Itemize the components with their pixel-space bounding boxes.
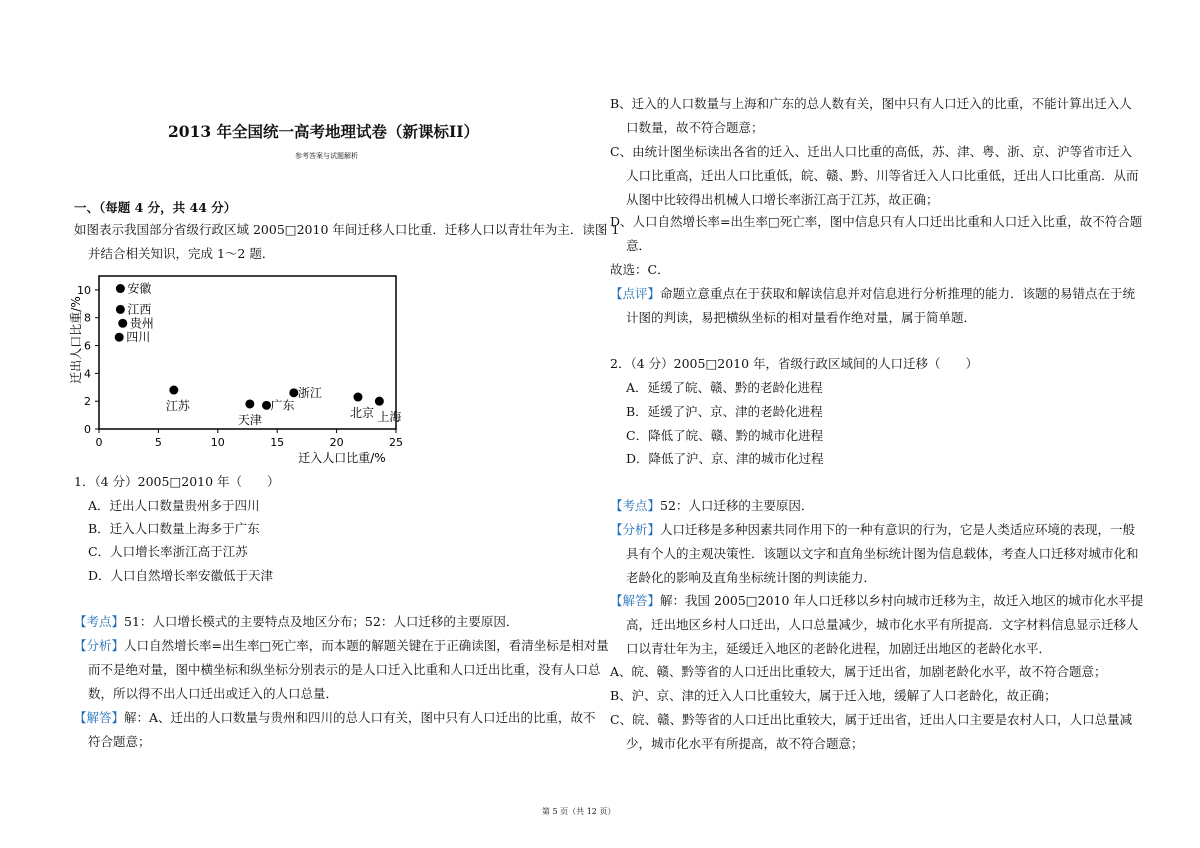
q1-option-b: B．迁入人口数量上海多于广东 [88,521,260,536]
q1-option-d: D．人口自然增长率安徽低于天津 [88,568,274,583]
kaodian-text: 52：人口迁移的主要原因． [660,498,814,513]
point-label: 浙江 [297,385,322,400]
point-label: 天津 [237,412,262,427]
page-title: 2013 年全国统一高考地理试卷（新课标II） [168,122,480,141]
r-c-3: 从图中比较得出机械人口增长率浙江高于江苏，故正确； [626,192,939,207]
y-axis-label: 迁出人口比重/% [69,296,83,384]
data-point [116,305,125,314]
point-label: 安徽 [127,281,152,296]
page-number: 第 5 页（共 12 页） [542,807,616,816]
point-label: 江苏 [165,399,190,414]
fenxi-text: 人口迁移是多种因素共同作用下的一种有意识的行为，它是人类适应环境的表现，一般 [660,522,1136,537]
r-answer: 故选：C． [610,262,670,277]
data-point [375,397,384,406]
point-label: 广东 [270,398,295,413]
q2-fenxi-3: 老龄化的影响及直角坐标统计图的判读能力． [626,570,877,585]
kaodian-tag: 【考点】 [610,498,661,513]
page-subtitle: 参考答案与试题解析 [295,152,358,160]
point-label: 北京 [349,406,374,421]
x-tick-label: 5 [154,436,162,449]
r-dianping-2: 计图的判读，易把横纵坐标的相对量看作绝对量，属于简单题． [626,310,977,325]
migration-scatter-chart [60,268,410,468]
q1-fenxi-3: 数，所以得不出人口迁出或迁入的人口总量． [88,686,339,701]
point-label: 四川 [126,330,151,345]
jieda-tag: 【解答】 [610,593,661,608]
y-tick-label: 6 [84,339,91,353]
section-heading: 一、（每题 4 分，共 44 分） [74,200,237,215]
r-dianping [610,286,1135,302]
x-tick-label: 25 [389,436,403,449]
x-tick-label: 15 [270,436,285,449]
q2-ans-c-2: 少，城市化水平有所提高，故不符合题意； [626,736,864,751]
q1-option-c: C．人口增长率浙江高于江苏 [88,544,248,559]
q2-option-b: B．延缓了沪、京、津的老龄化进程 [626,404,823,419]
r-d-1: D、人口自然增长率=出生率□死亡率，图中信息只有人口迁出比重和人口迁入比重，故不符合题 [610,214,1143,229]
fenxi-tag: 【分析】 [610,522,661,537]
q2-kaodian [610,498,813,514]
q1-fenxi [74,638,609,654]
data-point [116,284,125,293]
x-axis-label: 迁入人口比重/% [298,451,386,465]
dianping-tag: 【点评】 [610,286,661,301]
q2-ans-a: A、皖、赣、黔等省的人口迁出比重较大，属于迁出省，加剧老龄化水平，故不符合题意； [610,664,1107,679]
data-point [245,399,254,408]
jieda-text: 解：A、迁出的人口数量与贵州和四川的总人口有关，图中只有人口迁出的比重，故不 [124,710,596,725]
q1-stem: 1．（4 分）2005□2010 年（ ） [74,474,280,489]
r-c-1: C、由统计图坐标读出各省的迁入、迁出人口比重的高低，苏、津、粤、浙、京、沪等省市迁入 [610,144,1133,159]
point-label: 江西 [127,302,152,317]
q2-ans-b: B、沪、京、津的迁入人口比重较大，属于迁入地，缓解了人口老龄化，故正确； [610,688,1057,703]
q1-fenxi-2: 而不是绝对量，图中横坐标和纵坐标分别表示的是人口迁入比重和人口迁出比重，没有人口总 [88,662,601,677]
q2-jieda [610,593,1143,609]
point-label: 贵州 [129,316,154,331]
q1-option-a: A．迁出人口数量贵州多于四川 [88,498,260,513]
y-tick-label: 2 [84,395,91,409]
q2-ans-c-1: C、皖、赣、黔等省的人口迁出比重较大，属于迁出省，迁出人口主要是农村人口，人口总量减 [610,712,1133,727]
q2-fenxi-2: 具有个人的主观决策性．该题以文字和直角坐标统计图为信息载体，考查人口迁移对城市化和 [626,546,1139,561]
x-tick-label: 20 [329,436,344,449]
r-b-2: 口数量，故不符合题意； [626,120,764,135]
q2-option-d: D．降低了沪、京、津的城市化过程 [626,451,824,466]
data-point [353,393,362,402]
y-tick-label: 10 [77,283,91,297]
data-point [115,333,124,342]
fenxi-tag: 【分析】 [74,638,125,653]
data-point [118,319,127,328]
q2-jieda-2: 高，迁出地区乡村人口迁出，人口总量减少，城市化水平有所提高．文字材料信息显示迁移人 [626,617,1139,632]
jieda-text: 解：我国 2005□2010 年人口迁移以乡村向城市迁移为主，故迁入地区的城市化水平提 [660,593,1144,608]
kaodian-tag: 【考点】 [74,614,125,629]
y-tick-label: 4 [84,367,91,381]
q1-kaodian [74,614,518,630]
q1-jieda [74,710,596,726]
y-tick-label: 0 [84,423,91,436]
data-point [169,386,178,395]
q2-jieda-3: 口以青壮年为主，延缓迁入地区的老龄化进程，加剧迁出地区的老龄化水平． [626,641,1052,656]
r-b-1: B、迁入的人口数量与上海和广东的总人数有关，图中只有人口迁入的比重，不能计算出迁入人 [610,96,1132,111]
kaodian-text: 51：人口增长模式的主要特点及地区分布；52：人口迁移的主要原因． [124,614,519,629]
x-tick-label: 10 [210,436,225,449]
q1-jieda-2: 符合题意； [88,734,151,749]
q2-stem: 2．（4 分）2005□2010 年，省级行政区域间的人口迁移（ ） [610,356,979,371]
intro-line-1: 如图表示我国部分省级行政区域 2005□2010 年间迁移人口比重．迁移人口以青壮年为主．读图 1 [74,222,620,237]
x-tick-label: 0 [95,436,103,449]
r-d-2: 意． [626,238,652,253]
point-label: 上海 [377,410,402,425]
q2-option-a: A．延缓了皖、赣、黔的老龄化进程 [626,380,823,395]
q2-option-c: C．降低了皖、赣、黔的城市化进程 [626,428,824,443]
dianping-text: 命题立意重点在于获取和解读信息并对信息进行分析推理的能力．该题的易错点在于统 [660,286,1136,301]
intro-line-2: 并结合相关知识，完成 1～2 题． [88,246,275,261]
fenxi-text: 人口自然增长率=出生率□死亡率，而本题的解题关键在于正确读图，看清坐标是相对量 [124,638,609,653]
y-tick-label: 8 [84,311,91,325]
jieda-tag: 【解答】 [74,710,125,725]
r-c-2: 人口比重高，迁出人口比重低，皖、赣、黔、川等省迁入人口比重低，迁出人口比重高．从而 [626,168,1139,183]
q2-fenxi [610,522,1135,538]
